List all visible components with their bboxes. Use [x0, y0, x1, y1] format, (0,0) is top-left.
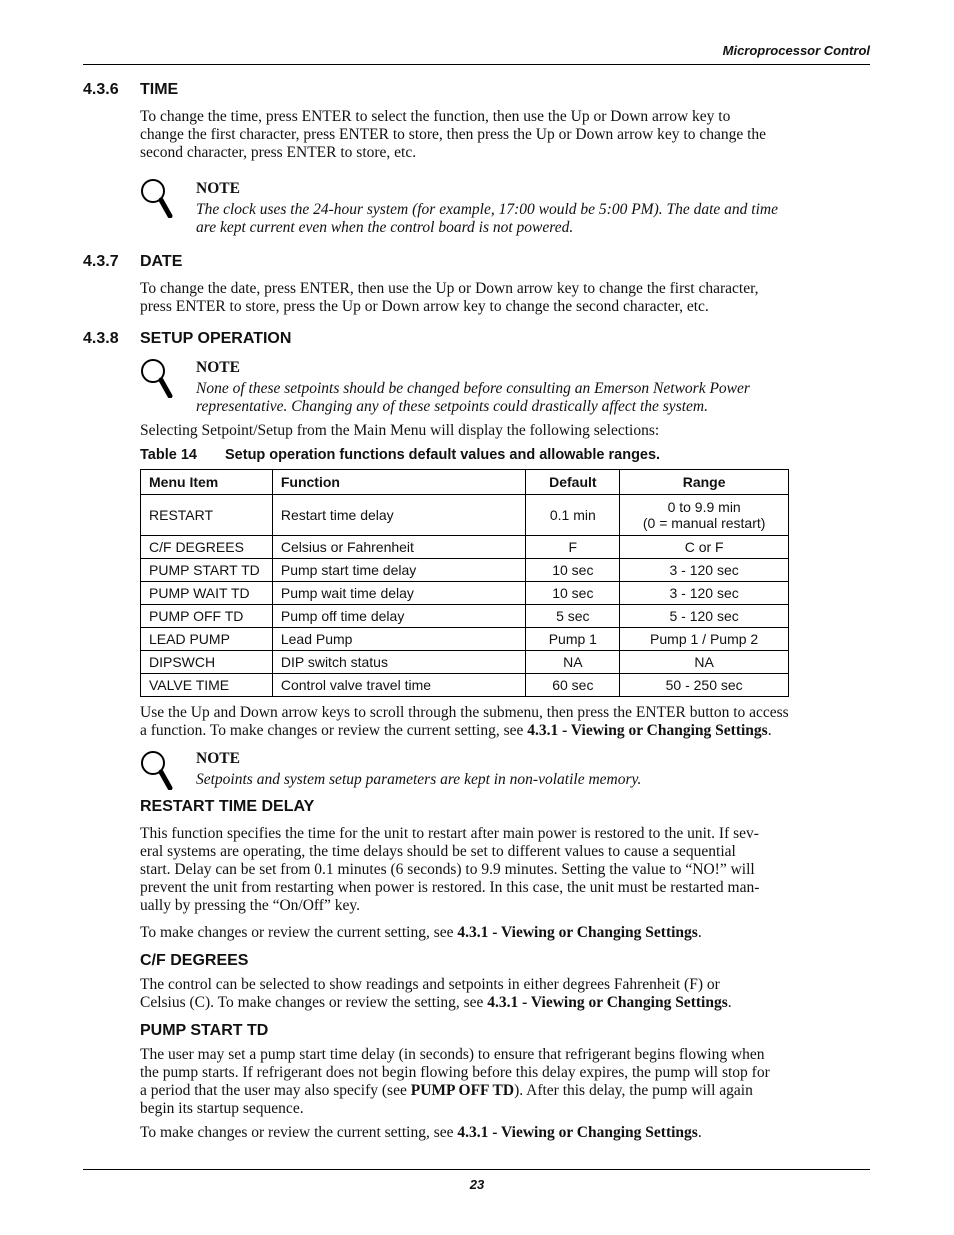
column-header: Menu Item	[141, 470, 273, 495]
table-caption-text: Setup operation functions default values and allowable ranges.	[225, 447, 661, 463]
table-cell: 3 - 120 sec	[620, 582, 789, 605]
text-line: To change the date, press ENTER, then use the Up or Down arrow key to change the first character,	[140, 280, 759, 297]
table-cell: C or F	[620, 536, 789, 559]
cross-reference-link[interactable]: PUMP OFF TD	[410, 1082, 515, 1099]
date-paragraph	[140, 280, 870, 316]
footer-rule	[83, 1169, 870, 1170]
table-cell: Restart time delay	[272, 495, 526, 536]
cross-reference-link[interactable]: 4.3.1 - Viewing or Changing Settings	[487, 994, 728, 1011]
table-cell: Celsius or Fahrenheit	[272, 536, 526, 559]
cross-reference-link[interactable]: 4.3.1 - Viewing or Changing Settings	[457, 924, 698, 941]
setup-after-paragraph	[140, 704, 870, 740]
text-line	[140, 1082, 870, 1100]
table-cell: PUMP START TD	[141, 559, 273, 582]
pump-start-change-line	[140, 1124, 870, 1142]
text-line: The control can be selected to show readings and setpoints in either degrees Fahrenheit (F) or	[140, 976, 720, 993]
text-line: The clock uses the 24-hour system (for example, 17:00 would be 5:00 PM). The date and time	[196, 201, 778, 218]
text-line: This function specifies the time for the unit to restart after main power is restored to the unit. If sev-	[140, 825, 759, 842]
table-row	[141, 536, 789, 559]
subsection-heading-cf: C/F DEGREES	[140, 952, 249, 969]
magnifier-icon	[140, 358, 174, 398]
table-cell: 3 - 120 sec	[620, 559, 789, 582]
text-line	[140, 722, 870, 740]
table-cell: DIP switch status	[272, 651, 526, 674]
table-cell	[620, 495, 789, 536]
table-cell: PUMP WAIT TD	[141, 582, 273, 605]
table-row	[141, 559, 789, 582]
text-span: ). After this delay, the pump will again	[514, 1082, 753, 1099]
setup-intro: Selecting Setpoint/Setup from the Main Menu will display the following selections:	[140, 422, 660, 439]
table-cell: 10 sec	[526, 559, 620, 582]
text-line: prevent the unit from restarting when power is restored. In this case, the unit must be restarted man-	[140, 879, 760, 896]
text-line: start. Delay can be set from 0.1 minutes (6 seconds) to 9.9 minutes. Setting the value to “NO!” will	[140, 861, 755, 878]
table-cell: 5 - 120 sec	[620, 605, 789, 628]
text-span: .	[697, 924, 702, 941]
text-span: .	[697, 1124, 702, 1141]
table-label: Table 14	[140, 447, 197, 463]
text-line: Use the Up and Down arrow keys to scroll through the submenu, then press the ENTER button to access	[140, 704, 789, 721]
cross-reference-link[interactable]: 4.3.1 - Viewing or Changing Settings	[457, 1124, 698, 1141]
table-cell: Pump wait time delay	[272, 582, 526, 605]
table-caption	[140, 447, 660, 463]
subsection-heading-restart: RESTART TIME DELAY	[140, 798, 315, 815]
note-text	[196, 201, 870, 237]
text-line: ually by pressing the “On/Off” key.	[140, 897, 360, 914]
column-header: Range	[620, 470, 789, 495]
restart-change-line	[140, 924, 870, 942]
table-cell: NA	[526, 651, 620, 674]
subsection-heading-pump-start: PUMP START TD	[140, 1022, 269, 1039]
table-cell: DIPSWCH	[141, 651, 273, 674]
section-heading-setup	[83, 330, 291, 348]
magnifier-icon	[140, 178, 174, 218]
restart-paragraph	[140, 825, 870, 915]
text-line: begin its startup sequence.	[140, 1100, 304, 1117]
text-line: the pump starts. If refrigerant does not begin flowing before this delay expires, the pump will stop for	[140, 1064, 770, 1081]
table-row	[141, 651, 789, 674]
table-row	[141, 605, 789, 628]
text-line: press ENTER to store, press the Up or Down arrow key to change the second character, etc.	[140, 298, 709, 315]
table-row	[141, 495, 789, 536]
table-row	[141, 582, 789, 605]
table-cell: VALVE TIME	[141, 674, 273, 697]
table-header-row	[141, 470, 789, 495]
table-cell: Pump start time delay	[272, 559, 526, 582]
table-cell: 50 - 250 sec	[620, 674, 789, 697]
time-paragraph	[140, 108, 870, 162]
text-line: The user may set a pump start time delay (in seconds) to ensure that refrigerant begins flowing when	[140, 1046, 765, 1063]
section-number: 4.3.7	[83, 253, 119, 270]
text-span: .	[727, 994, 732, 1011]
running-header: Microprocessor Control	[722, 43, 870, 58]
column-header: Default	[526, 470, 620, 495]
header-rule	[83, 64, 870, 65]
section-heading-date	[83, 253, 182, 271]
table-cell: 5 sec	[526, 605, 620, 628]
page-number: 23	[469, 1177, 485, 1192]
table-cell: PUMP OFF TD	[141, 605, 273, 628]
section-number: 4.3.6	[83, 81, 119, 98]
section-title: TIME	[140, 81, 179, 98]
pump-start-paragraph	[140, 1046, 870, 1118]
note-text: Setpoints and system setup parameters are kept in non-volatile memory.	[196, 771, 642, 788]
section-heading-time	[83, 81, 178, 99]
note-label: NOTE	[196, 750, 240, 767]
text-line	[140, 994, 870, 1012]
table-cell: Pump 1	[526, 628, 620, 651]
text-span: .	[767, 722, 772, 739]
cross-reference-link[interactable]: 4.3.1 - Viewing or Changing Settings	[527, 722, 768, 739]
table-row	[141, 674, 789, 697]
table-cell: C/F DEGREES	[141, 536, 273, 559]
table-cell: 60 sec	[526, 674, 620, 697]
table-cell: Lead Pump	[272, 628, 526, 651]
text-line: are kept current even when the control board is not powered.	[196, 219, 574, 236]
table-cell: Pump 1 / Pump 2	[620, 628, 789, 651]
text-span: a period that the user may also specify (see	[140, 1082, 411, 1099]
note-label: NOTE	[196, 359, 240, 376]
text-span: To make changes or review the current setting, see	[140, 924, 458, 941]
text-span: Celsius (C). To make changes or review the setting, see	[140, 994, 488, 1011]
table-cell: 10 sec	[526, 582, 620, 605]
table-cell: NA	[620, 651, 789, 674]
section-title: SETUP OPERATION	[140, 330, 292, 347]
table-cell: Control valve travel time	[272, 674, 526, 697]
text-line: To change the time, press ENTER to select the function, then use the Up or Down arrow key to	[140, 108, 731, 125]
table-row	[141, 628, 789, 651]
note-text	[196, 380, 870, 416]
text-line: representative. Changing any of these setpoints could drastically affect the system.	[196, 398, 708, 415]
table-cell: 0.1 min	[526, 495, 620, 536]
cell-line: 0 to 9.9 min	[667, 499, 741, 515]
text-line: second character, press ENTER to store, etc.	[140, 144, 417, 161]
text-line: eral systems are operating, the time delays should be set to different values to cause a sequential	[140, 843, 736, 860]
cf-paragraph	[140, 976, 870, 1012]
note-label: NOTE	[196, 180, 240, 197]
text-line: change the first character, press ENTER to store, then press the Up or Down arrow key to change the	[140, 126, 767, 143]
section-title: DATE	[140, 253, 183, 270]
text-line: None of these setpoints should be changed before consulting an Emerson Network Power	[196, 380, 750, 397]
table-cell: Pump off time delay	[272, 605, 526, 628]
table-cell: RESTART	[141, 495, 273, 536]
section-number: 4.3.8	[83, 330, 119, 347]
setup-table	[140, 469, 789, 697]
text-span: To make changes or review the current setting, see	[140, 1124, 458, 1141]
magnifier-icon	[140, 750, 174, 790]
text-span: a function. To make changes or review the current setting, see	[140, 722, 528, 739]
column-header: Function	[272, 470, 526, 495]
table-cell: F	[526, 536, 620, 559]
cell-line: (0 = manual restart)	[642, 515, 766, 531]
table-cell: LEAD PUMP	[141, 628, 273, 651]
